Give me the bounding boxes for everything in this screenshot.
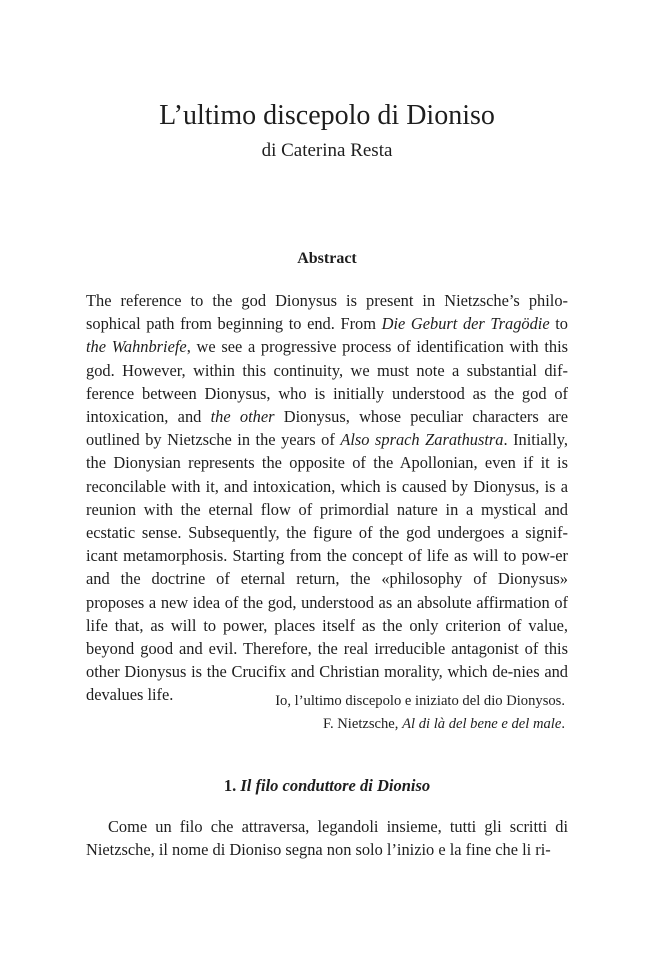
section-title: Il filo conduttore di Dioniso	[240, 776, 431, 795]
abstract-run: to	[549, 314, 568, 334]
abstract-run: The reference to the god Dionysus is present in Nietzsche’s philo-sophical path from beginning to end. From	[86, 291, 568, 334]
article-author: di Caterina Resta	[261, 140, 393, 161]
section-heading	[86, 774, 568, 798]
epigraph-attribution	[86, 713, 565, 736]
abstract-run-italic: the Wahnbriefe	[86, 337, 187, 357]
section-number: 1.	[223, 776, 241, 795]
abstract-run: Dionysus, whose peculiar characters are outlined by Nietzsche in the years of	[86, 407, 568, 450]
epigraph-end: .	[561, 716, 565, 732]
body-paragraph: Come un filo che attraversa, legandoli insieme, tutti gli scritti di Nietzsche, il nome di Dioniso segna non solo l’inizio e la fine che li ri-	[86, 817, 568, 860]
epigraph-work: Al di là del bene e del male	[402, 716, 562, 732]
epigraph	[86, 690, 565, 736]
epigraph-quote: Io, l’ultimo discepolo e iniziato del dio Dionysos.	[275, 693, 565, 709]
abstract-run: , we see a progressive process of identification with this god. However, within this continuity, we must note a substantial dif-ference between Dionysus, who is initially understood as the god of intoxication, and	[86, 337, 568, 427]
abstract-run: . Initially, the Dionysian represents the opposite of the Apollonian, even if it is reconcilable with it, and intoxication, which is caused by Dionysus, is a reunion with the eternal flow of primordial nature in a mystical and ecstatic sense. Subsequently, the figure of the god undergoes a signif-icant metamorphosis. Starting from the concept of life as will to pow-er and the doctrine of eternal return, the «philosophy of Dionysus» proposes a new idea of the god, understood as an absolute affirmation of life that, as will to power, places itself as the only criterion of value, beyond good and evil. Therefore, the real irreducible antagonist of this other Dionysus is the Crucifix and Christian morality, which de-nies and devalues life.	[86, 430, 569, 705]
epigraph-author: F. Nietzsche,	[323, 716, 403, 732]
abstract-run-italic: Die Geburt der Tragödie	[381, 314, 550, 334]
abstract-run-italic: Also sprach Zarathustra	[340, 430, 504, 450]
abstract-paragraph	[86, 289, 568, 707]
article-title: L’ultimo discepolo di Dioniso	[159, 100, 495, 131]
abstract-heading: Abstract	[297, 250, 357, 267]
abstract-run-italic: the other	[210, 407, 275, 427]
